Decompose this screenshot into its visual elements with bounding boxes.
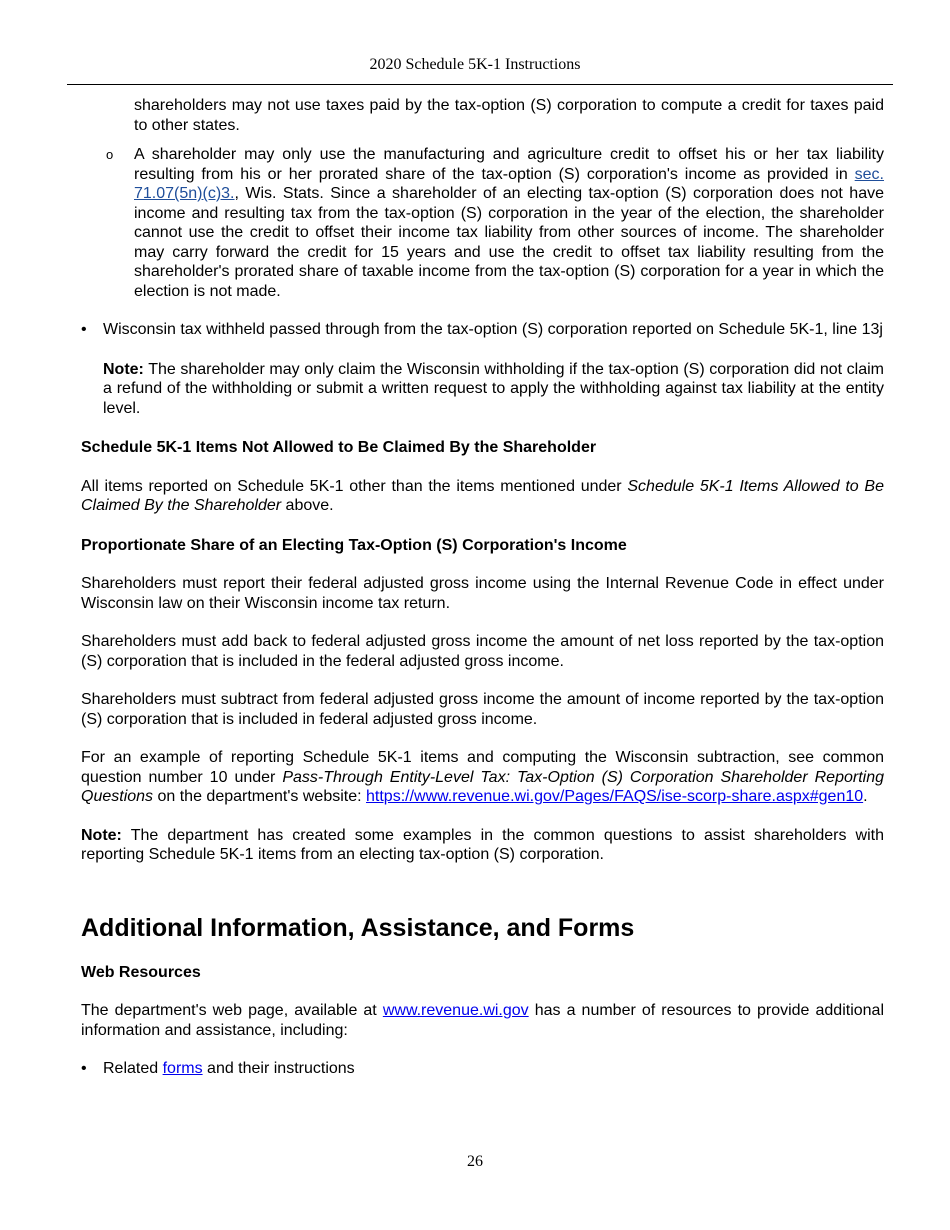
heading-proportionate-share: Proportionate Share of an Electing Tax-Option (S) Corporation's Income bbox=[81, 536, 627, 554]
note-label: Note: bbox=[81, 826, 122, 844]
sub-list-item bbox=[106, 145, 884, 301]
circle-bullet-icon: o bbox=[106, 147, 114, 162]
revenue-site-link[interactable]: www.revenue.wi.gov bbox=[382, 1002, 529, 1019]
bullet-icon: • bbox=[81, 1060, 87, 1077]
sub-item-text: A shareholder may only use the manufacturing and agriculture credit to offset his or her tax liability resulting from his or her prorated share of the tax-option (S) corporation's income as provided in sec. 71.07(5n)(c)3., Wis. Stats. Since a shareholder of an electing tax-option (S) corporation does not have income and resulting tax from the tax-option (S) corporation in the year of the election, the shareholder cannot use the credit to offset their income tax liability from other sources of income. The shareholder may carry forward the credit for 15 years and use the credit to offset tax liability resulting from the shareholder's prorated share of taxable income from the tax-option (S) corporation for a year in which the election is not made. bbox=[134, 146, 884, 300]
continued-text: shareholders may not use taxes paid by the tax-option (S) corporation to compute a credit for taxes paid to other states. bbox=[134, 97, 884, 134]
note-examples: Note: The department has created some examples in the common questions to assist shareholders with reporting Schedule 5K-1 items from an electing tax-option (S) corporation. bbox=[81, 826, 884, 863]
header-rule bbox=[67, 84, 893, 85]
paragraph-report-agi: Shareholders must report their federal adjusted gross income using the Internal Revenue Code in effect under Wisconsin law on their Wisconsin income tax return. bbox=[81, 575, 884, 612]
list-item-forms bbox=[81, 1059, 884, 1079]
paragraph-example: For an example of reporting Schedule 5K-1 items and computing the Wisconsin subtraction, see common question number 10 under Pass-Through Entity-Level Tax: Tax-Option (S) Corporation Shareholder Reporting Questions on the department's website: https://www.revenue.wi.gov/Pages/FAQS/ise-scorp-share.aspx#gen10. bbox=[81, 749, 885, 805]
heading-web-resources: Web Resources bbox=[81, 963, 201, 981]
forms-link[interactable]: forms bbox=[162, 1060, 203, 1077]
note-withholding: Note: The shareholder may only claim the Wisconsin withholding if the tax-option (S) corporation did not claim a refund of the withholding or submit a written request to apply the withholding against tax liability at the entity level. bbox=[103, 360, 884, 417]
bullet-icon: • bbox=[81, 321, 87, 338]
page-header: 2020 Schedule 5K-1 Instructions bbox=[369, 56, 581, 73]
statute-link[interactable]: sec. 71.07(5n)(c)3. bbox=[134, 165, 884, 202]
withheld-text: Wisconsin tax withheld passed through from the tax-option (S) corporation reported on Schedule 5K-1, line 13j bbox=[103, 321, 883, 338]
faq-link[interactable]: https://www.revenue.wi.gov/Pages/FAQS/ise-scorp-share.aspx#gen10 bbox=[366, 788, 864, 805]
forms-text: Related forms and their instructions bbox=[103, 1060, 355, 1077]
not-allowed-text: All items reported on Schedule 5K-1 other than the items mentioned under Schedule 5K-1 Items Allowed to Be Claimed By the Shareholder above. bbox=[81, 477, 884, 514]
paragraph-subtract: Shareholders must subtract from federal adjusted gross income the amount of income reported by the tax-option (S) corporation that is included in federal adjusted gross income. bbox=[81, 691, 884, 728]
web-resources-text: The department's web page, available at www.revenue.wi.gov has a number of resources to provide additional information and assistance, including: bbox=[81, 1002, 885, 1039]
heading-not-allowed: Schedule 5K-1 Items Not Allowed to Be Claimed By the Shareholder bbox=[81, 439, 597, 456]
heading-additional-info: Additional Information, Assistance, and Forms bbox=[81, 913, 635, 942]
list-item-withheld bbox=[81, 320, 884, 340]
note-label: Note: bbox=[103, 360, 144, 378]
page-content bbox=[81, 96, 884, 1079]
paragraph-add-back: Shareholders must add back to federal adjusted gross income the amount of net loss reported by the tax-option (S) corporation that is included in the federal adjusted gross income. bbox=[81, 633, 884, 670]
page-number: 26 bbox=[467, 1153, 483, 1170]
